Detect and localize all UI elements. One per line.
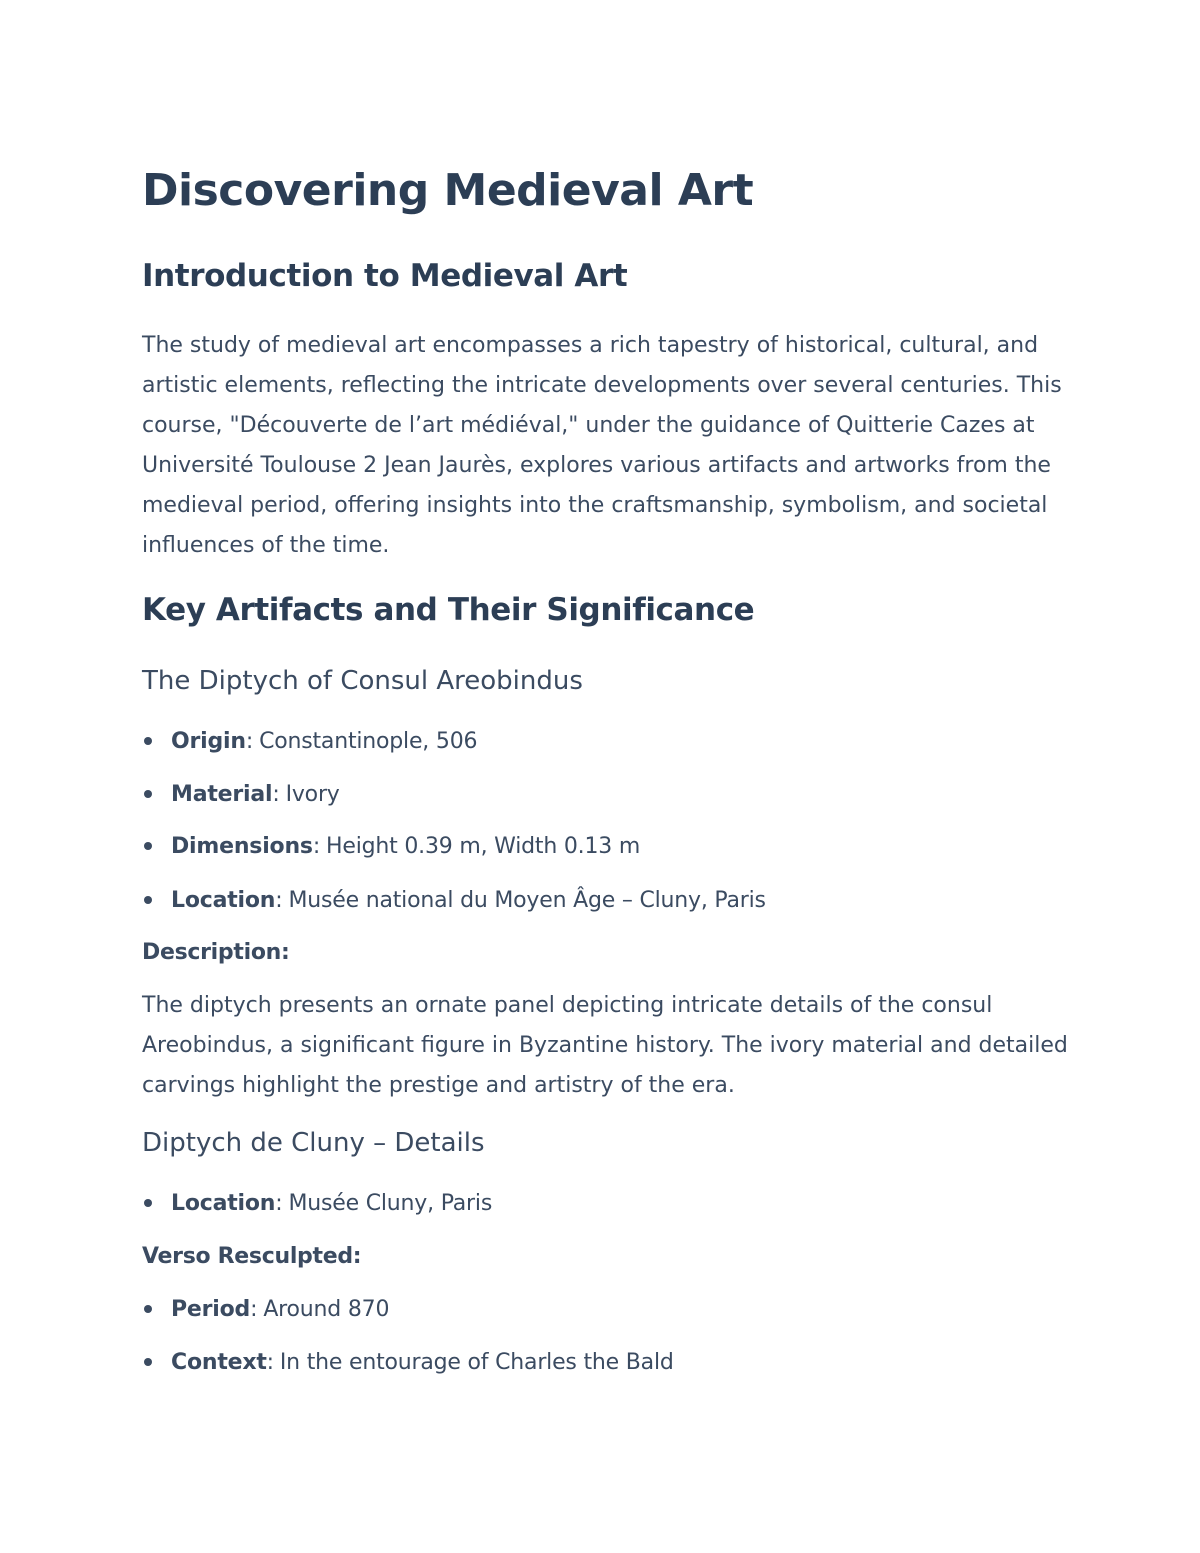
item-value: Musée Cluny, Paris	[288, 1190, 493, 1216]
bullet-icon	[144, 842, 152, 850]
list-item	[142, 726, 477, 756]
list-item	[142, 1347, 674, 1377]
bullet-icon	[144, 1305, 152, 1313]
list-item	[142, 885, 766, 915]
artifacts-heading: Key Artifacts and Their Significance	[142, 592, 755, 628]
list-item	[142, 831, 640, 861]
description-label: Description:	[142, 940, 290, 965]
item-label: Location	[171, 887, 276, 913]
item-separator: :	[266, 1349, 274, 1375]
list-item	[142, 779, 340, 809]
verso-label: Verso Resculpted:	[142, 1244, 362, 1269]
item-separator: :	[272, 781, 280, 807]
item-label: Location	[171, 1190, 276, 1216]
item-value: Height 0.39 m, Width 0.13 m	[326, 833, 641, 859]
item-value: Ivory	[285, 781, 340, 807]
item-separator: :	[275, 887, 283, 913]
bullet-icon	[144, 790, 152, 798]
description-paragraph: The diptych presents an ornate panel depicting intricate details of the consul Areobindus, a significant figure in Byzantine history. The ivory material and detailed carvings highlight the prestige and artistry of the era.	[142, 993, 1068, 1098]
item-value: In the entourage of Charles the Bald	[279, 1349, 674, 1375]
item-label: Dimensions	[171, 833, 313, 859]
bullet-icon	[144, 896, 152, 904]
item-label: Period	[171, 1296, 251, 1322]
item-label: Material	[171, 781, 273, 807]
item-value: Constantinople, 506	[259, 728, 478, 754]
item-separator: :	[275, 1190, 283, 1216]
intro-paragraph: The study of medieval art encompasses a rich tapestry of historical, cultural, and artistic elements, reflecting the intricate developments over several centuries. This course, "Découverte de l’art médiéval," under the guidance of Quitterie Cazes at Université Toulouse 2 Jean Jaurès, explores various artifacts and artworks from the medieval period, offering insights into the craftsmanship, symbolism, and societal influences of the time.	[142, 333, 1062, 558]
item-label: Origin	[171, 728, 246, 754]
areobindus-heading: The Diptych of Consul Areobindus	[142, 666, 583, 696]
item-label: Context	[171, 1349, 267, 1375]
cluny-heading: Diptych de Cluny – Details	[142, 1128, 485, 1158]
list-item	[142, 1294, 389, 1324]
intro-heading: Introduction to Medieval Art	[142, 258, 628, 294]
item-value: Musée national du Moyen Âge – Cluny, Paris	[288, 887, 766, 913]
item-separator: :	[245, 728, 254, 754]
item-separator: :	[312, 833, 321, 859]
bullet-icon	[144, 1358, 152, 1366]
item-value: Around 870	[263, 1296, 390, 1322]
page-title: Discovering Medieval Art	[142, 165, 754, 216]
bullet-icon	[144, 1199, 152, 1207]
list-item	[142, 1188, 492, 1218]
bullet-icon	[144, 737, 152, 745]
item-separator: :	[250, 1296, 258, 1322]
